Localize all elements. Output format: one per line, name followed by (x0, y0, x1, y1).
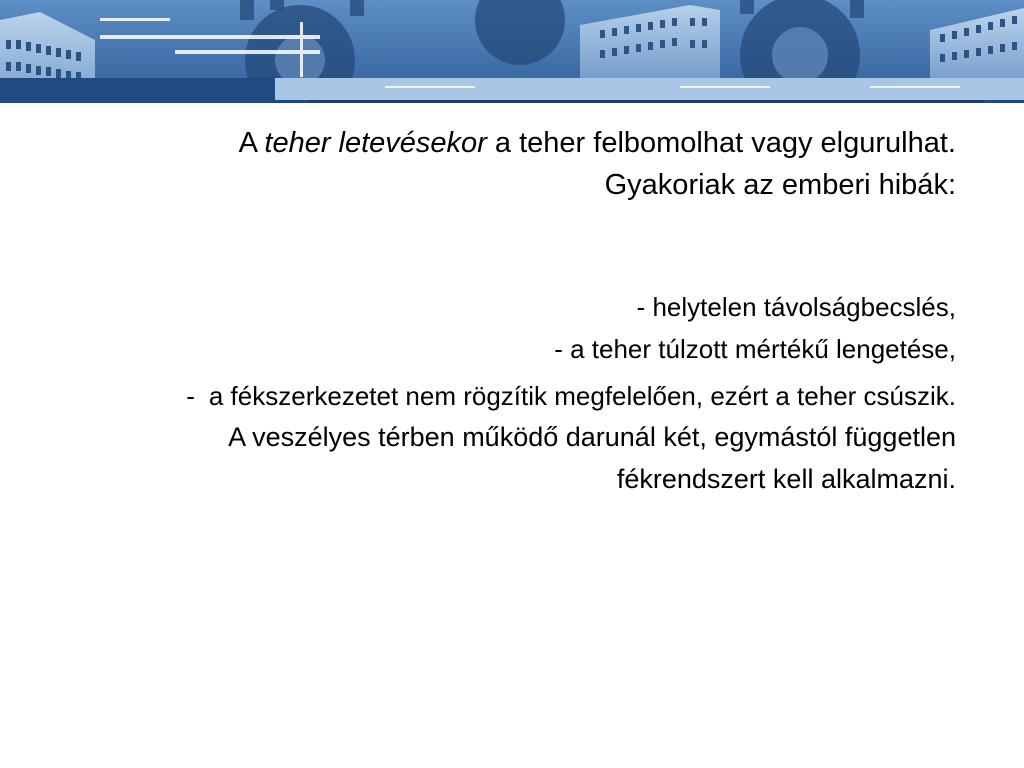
list-item (160, 286, 956, 328)
list-dash: - (636, 292, 646, 322)
list-dash: - (186, 381, 195, 411)
slide-body (160, 122, 956, 500)
paragraph-teher-letevese (160, 122, 956, 164)
p1-prefix: A (238, 127, 265, 159)
p1-rest: a teher felbomolhat vagy elgurulhat. (486, 127, 956, 159)
list-dash: - (554, 334, 563, 364)
list-item (160, 376, 956, 416)
paragraph-emberi-hibak: Gyakoriak az emberi hibák: (604, 169, 956, 201)
p1-emphasis: teher letevésekor (264, 127, 487, 159)
header-banner (0, 0, 1024, 103)
error-list (160, 286, 956, 416)
list-item-text: helytelen távolságbecslés, (645, 292, 956, 322)
list-item (160, 328, 956, 370)
list-item-text: a fékszerkezetet nem rögzítik megfelelően, ezért a teher csúszik. (208, 381, 956, 411)
paragraph-fekrendszer: A veszélyes térben működő darunál két, egymástól független fékrendszert kell alkalmazni. (228, 422, 956, 494)
list-item-text: a teher túlzott mértékű lengetése, (562, 334, 956, 364)
